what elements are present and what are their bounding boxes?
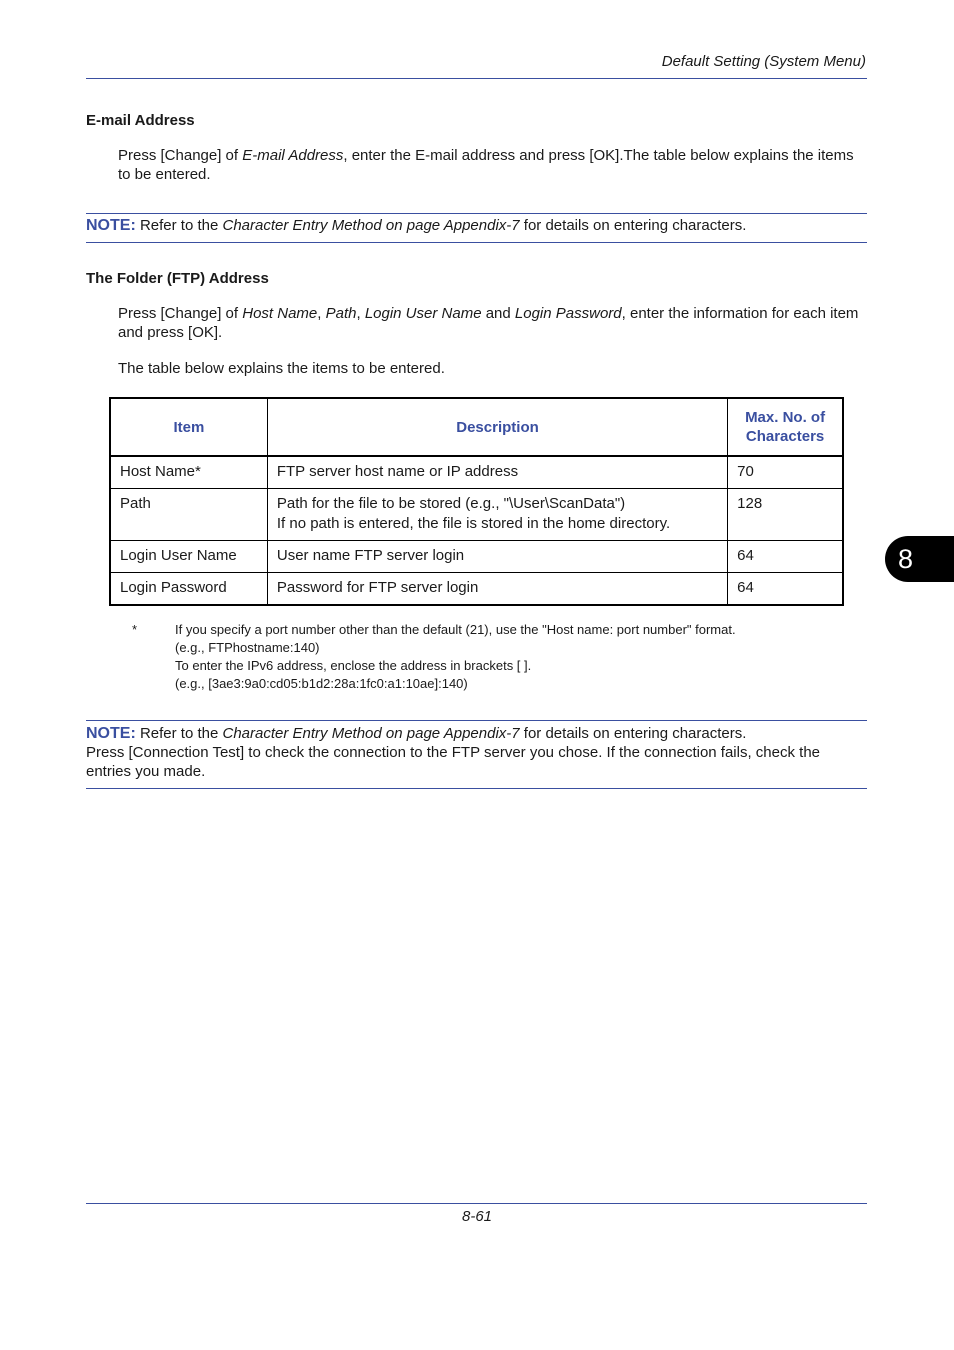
email-heading: E-mail Address [86, 112, 195, 129]
header-rule [86, 78, 867, 79]
cell-item: Login Password [110, 573, 267, 606]
note-label: NOTE: [86, 725, 136, 742]
cell-description: User name FTP server login [267, 541, 727, 573]
table-row [110, 573, 843, 606]
cell-max: 70 [728, 456, 843, 489]
cell-item: Login User Name [110, 541, 267, 573]
table-header-row [110, 398, 843, 456]
table-row [110, 456, 843, 489]
table-intro: The table below explains the items to be entered. [118, 360, 445, 377]
note-rule-top [86, 720, 867, 721]
footnote-text: If you specify a port number other than the default (21), use the "Host name: port number" format. (e.g., FTPhostname:140) To enter the IPv6 address, enclose the address in brackets [ ]. (e.g., [3ae3:9a0:cd05:b1d2:28a:1fc0:a1:10ae]:140) [175, 622, 736, 691]
note-label: NOTE: [86, 217, 136, 234]
cell-item: Path [110, 489, 267, 541]
cell-max: 64 [728, 541, 843, 573]
cross-reference: Character Entry Method on page Appendix-7 [222, 725, 520, 742]
cell-description: FTP server host name or IP address [267, 456, 727, 489]
footnote-marker: * [132, 622, 138, 637]
header-item: Item [110, 398, 267, 456]
chapter-tab: 8 [885, 536, 954, 582]
cell-max: 64 [728, 573, 843, 606]
ftp-paragraph: Press [Change] of Host Name, Path, Login User Name and Login Password, enter the information for each item and press [OK]. [118, 305, 859, 341]
ftp-heading: The Folder (FTP) Address [86, 270, 269, 287]
cell-max: 128 [728, 489, 843, 541]
header-max-characters: Max. No. of Characters [728, 398, 843, 456]
header-description: Description [267, 398, 727, 456]
running-header: Default Setting (System Menu) [661, 53, 866, 70]
table-row [110, 489, 843, 541]
email-paragraph: Press [Change] of E-mail Address, enter the E-mail address and press [OK].The table below explains the items to be entered. [118, 147, 854, 183]
ftp-note: NOTE: Refer to the Character Entry Method on page Appendix-7 for details on entering characters. Press [Connection Test] to check the connection to the FTP server you chose. If the connection fails, check the entries you made. [86, 725, 821, 780]
note-rule-top [86, 213, 867, 214]
footer-rule [86, 1203, 867, 1204]
cross-reference: Character Entry Method on page Appendix-7 [222, 217, 520, 234]
table-row [110, 541, 843, 573]
cell-description: Password for FTP server login [267, 573, 727, 606]
cell-item: Host Name* [110, 456, 267, 489]
ftp-items-table [109, 397, 844, 606]
note-rule-bottom [86, 242, 867, 243]
email-note: NOTE: Refer to the Character Entry Method on page Appendix-7 for details on entering characters. [86, 217, 747, 234]
note-rule-bottom [86, 788, 867, 789]
cell-description: Path for the file to be stored (e.g., "\User\ScanData") If no path is entered, the file is stored in the home directory. [267, 489, 727, 541]
page-number: 8-61 [461, 1208, 493, 1225]
